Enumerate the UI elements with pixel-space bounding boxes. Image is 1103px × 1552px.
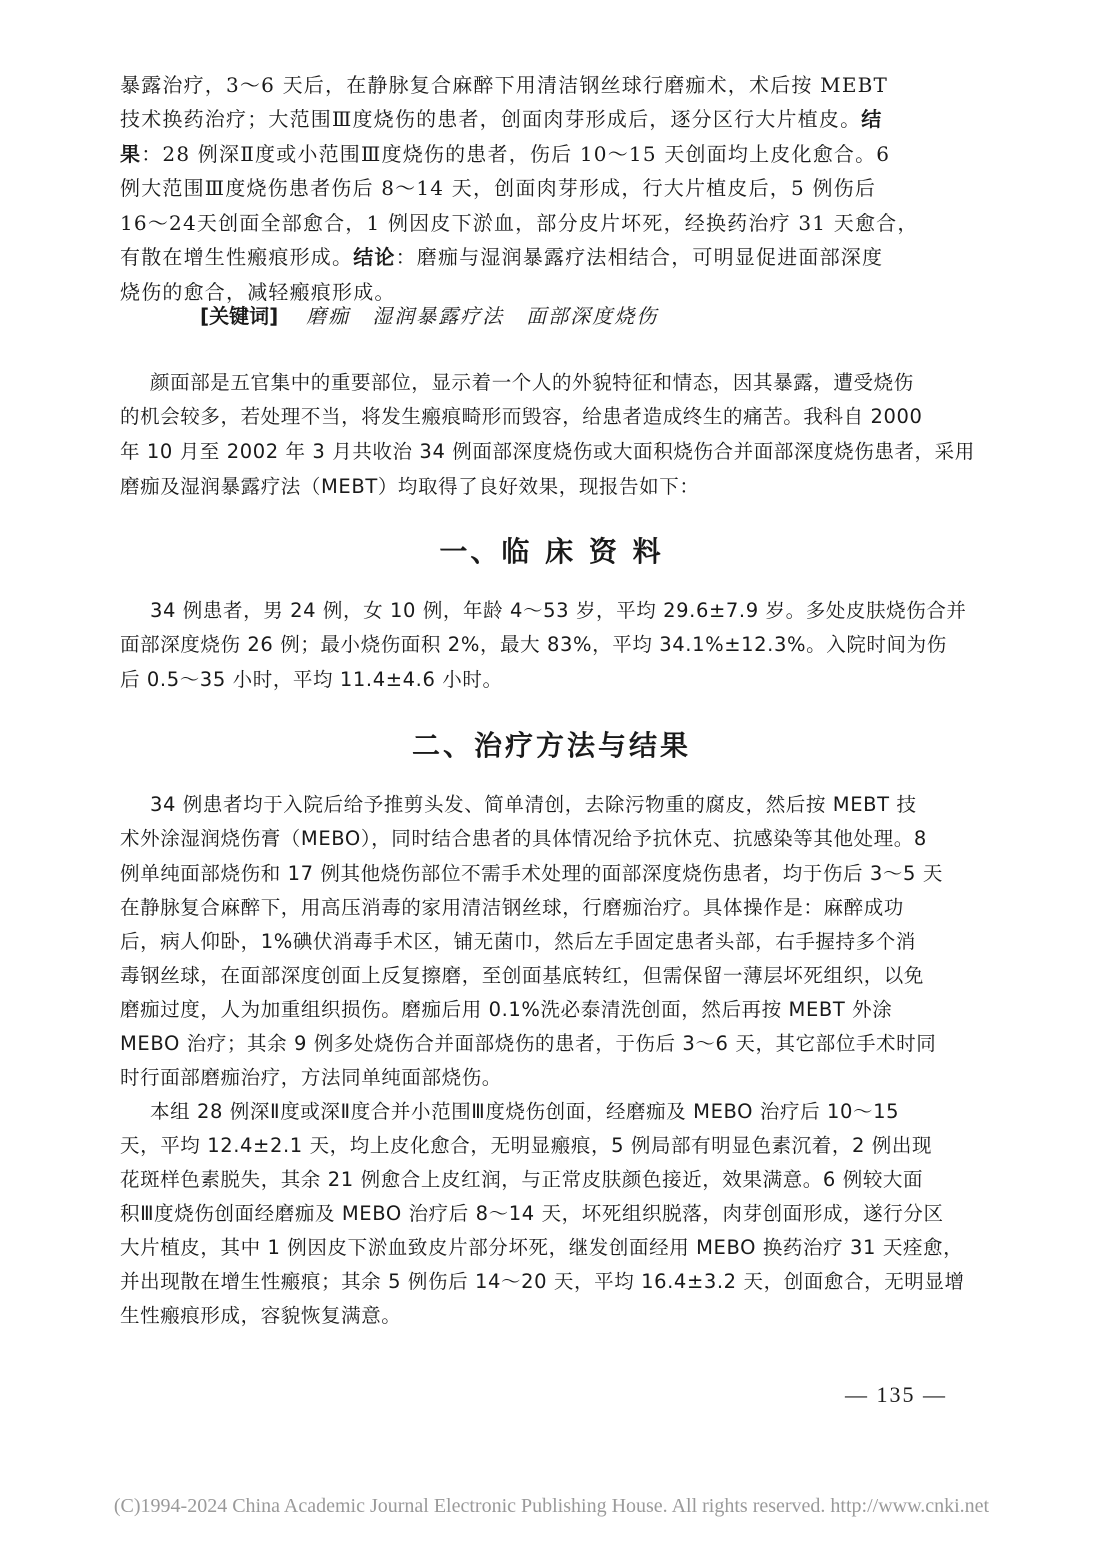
abstract-line-6-text: 有散在增生性瘢痕形成。 <box>120 245 354 269</box>
section-2-para-2-line-6: 并出现散在增生性瘢痕；其余 5 例伤后 14～20 天，平均 16.4±3.2 天，创面愈合，无明显增 <box>120 1270 965 1293</box>
keywords-terms: 磨痂 湿润暴露疗法 面部深度烧伤 <box>306 304 659 328</box>
results-label-start: 结 <box>861 107 883 131</box>
section-2-para-1-line-4: 在静脉复合麻醉下，用高压消毒的家用清洁钢丝球，行磨痂治疗。具体操作是：麻醉成功 <box>120 896 904 919</box>
section-2-para-2-line-2: 天，平均 12.4±2.1 天，均上皮化愈合，无明显瘢痕，5 例局部有明显色素沉着，2 例出现 <box>120 1134 933 1157</box>
abstract-line-7: 烧伤的愈合，减轻瘢痕形成。 <box>120 280 396 304</box>
section-2-para-1-line-3: 例单纯面部烧伤和 17 例其他烧伤部位不需手术处理的面部深度烧伤患者，均于伤后 3～5 天 <box>120 862 943 885</box>
abstract-line-5: 16～24天创面全部愈合，1 例因皮下淤血，部分皮片坏死，经换药治疗 31 天愈合， <box>120 211 919 235</box>
intro-line-2: 的机会较多，若处理不当，将发生瘢痕畸形而毁容，给患者造成终生的痛苦。我科自 2000 <box>120 405 923 428</box>
abstract-line-2-text: 技术换药治疗；大范围Ⅲ度烧伤的患者，创面肉芽形成后，逐分区行大片植皮。 <box>120 107 862 131</box>
section-2-para-2-line-4: 积Ⅲ度烧伤创面经磨痂及 MEBO 治疗后 8～14 天，坏死组织脱落，肉芽创面形成，遂行分区 <box>120 1202 944 1225</box>
section-2-para-2-line-5: 大片植皮，其中 1 例因皮下淤血致皮片部分坏死，继发创面经用 MEBO 换药治疗 31 天痊愈， <box>120 1236 964 1259</box>
intro-line-4: 磨痂及湿润暴露疗法（MEBT）均取得了良好效果，现报告如下： <box>120 475 700 498</box>
section-2-para-2-line-7: 生性瘢痕形成，容貌恢复满意。 <box>120 1304 402 1327</box>
section-2-para-1-line-6: 毒钢丝球，在面部深度创面上反复擦磨，至创面基底转红，但需保留一薄层坏死组织，以免 <box>120 964 925 987</box>
section-2-para-1-line-9: 时行面部磨痂治疗，方法同单纯面部烧伤。 <box>120 1066 502 1089</box>
keywords-label: [关键词] <box>200 304 279 328</box>
section-2-para-1-line-7: 磨痂过度，人为加重组织损伤。磨痂后用 0.1%洗必泰清洗创面，然后再按 MEBT 外涂 <box>120 998 893 1021</box>
section-2-para-1-line-5: 后，病人仰卧，1%碘伏消毒手术区，铺无菌巾，然后左手固定患者头部，右手握持多个消 <box>120 930 916 953</box>
section-2-heading: 二、治疗方法与结果 <box>411 729 691 762</box>
section-1-line-2: 面部深度烧伤 26 例；最小烧伤面积 2%，最大 83%，平均 34.1%±12.3%。入院时间为伤 <box>120 633 947 656</box>
abstract-line-1: 暴露治疗，3～6 天后，在静脉复合麻醉下用清洁钢丝球行磨痂术，术后按 MEBT <box>120 73 889 97</box>
intro-line-3: 年 10 月至 2002 年 3 月共收治 34 例面部深度烧伤或大面积烧伤合并面部深度烧伤患者，采用 <box>120 440 975 463</box>
abstract-line-3-text: ：28 例深Ⅱ度或小范围Ⅲ度烧伤的患者，伤后 10～15 天创面均上皮化愈合。6 <box>141 142 891 166</box>
conclusion-label: 结论 <box>353 245 396 269</box>
keywords <box>200 304 658 328</box>
copyright-footer: (C)1994-2024 China Academic Journal Electronic Publishing House. All rights reserved. http://www.cnki.net <box>113 1495 990 1517</box>
results-label-end: 果 <box>120 142 142 166</box>
section-2-para-1-line-2: 术外涂湿润烧伤膏（MEBO），同时结合患者的具体情况给予抗休克、抗感染等其他处理。8 <box>120 827 927 850</box>
abstract-line-4: 例大范围Ⅲ度烧伤患者伤后 8～14 天，创面肉芽形成，行大片植皮后，5 例伤后 <box>120 176 877 200</box>
abstract-line-2 <box>120 107 883 131</box>
abstract-line-3 <box>120 142 890 166</box>
section-2-para-2-line-3: 花斑样色素脱失，其余 21 例愈合上皮红润，与正常皮肤颜色接近，效果满意。6 例较大面 <box>120 1168 924 1191</box>
section-2-para-1-line-1: 34 例患者均于入院后给予推剪头发、简单清创，去除污物重的腐皮，然后按 MEBT 技 <box>150 793 917 816</box>
abstract-line-6 <box>120 245 883 269</box>
section-2-para-1-line-8: MEBO 治疗；其余 9 例多处烧伤合并面部烧伤的患者，于伤后 3～6 天，其它部位手术时同 <box>120 1032 937 1055</box>
section-1-heading: 一、临 床 资 料 <box>439 535 664 568</box>
page-number: — 135 — <box>845 1382 947 1407</box>
intro-line-1: 颜面部是五官集中的重要部位，显示着一个人的外貌特征和情态，因其暴露，遭受烧伤 <box>150 371 914 394</box>
section-2-para-2-line-1: 本组 28 例深Ⅱ度或深Ⅱ度合并小范围Ⅲ度烧伤创面，经磨痂及 MEBO 治疗后 10～15 <box>150 1100 900 1123</box>
abstract-line-6-rest: ：磨痂与湿润暴露疗法相结合，可明显促进面部深度 <box>395 245 884 269</box>
section-1-line-1: 34 例患者，男 24 例，女 10 例，年龄 4～53 岁，平均 29.6±7.9 岁。多处皮肤烧伤合并 <box>150 599 967 622</box>
section-1-line-3: 后 0.5～35 小时，平均 11.4±4.6 小时。 <box>120 668 503 691</box>
